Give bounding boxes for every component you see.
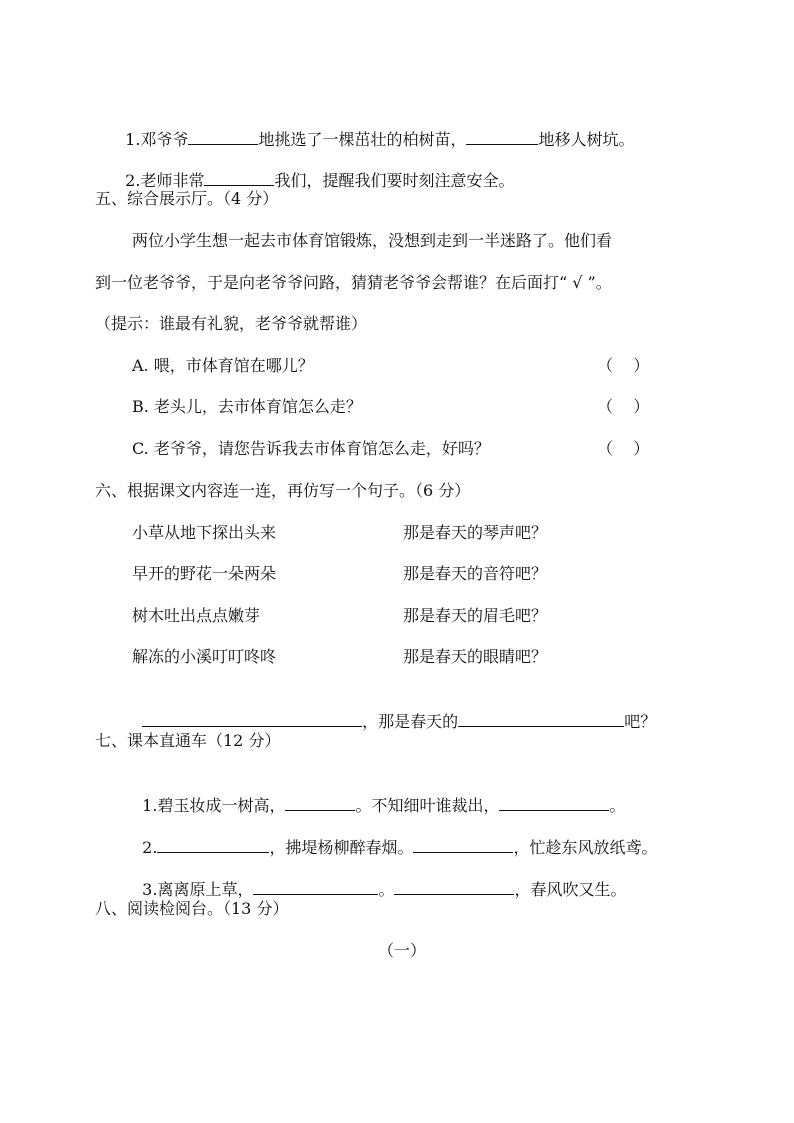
section-8-subheading: （一） xyxy=(378,941,427,960)
answer-blank[interactable] xyxy=(253,878,378,895)
section-8-heading: 八、阅读检阅台。（13 分） xyxy=(95,899,289,918)
q7-1-suffix: 。 xyxy=(609,796,626,815)
option-a: A. 喂，市体育馆在哪儿？ xyxy=(132,356,314,375)
section-5-paragraph-line-2: 到一位老爷爷，于是向老爷爷问路，猜猜老爷爷会帮谁？在后面打“ √ ”。 xyxy=(95,273,612,292)
answer-blank[interactable] xyxy=(157,836,269,853)
answer-blank[interactable] xyxy=(142,710,362,727)
q4-1-mid: 地挑选了一棵茁壮的柏树苗， xyxy=(258,130,467,149)
option-b: B. 老头儿，去市体育馆怎么走？ xyxy=(132,397,362,416)
option-c-answer-box[interactable]: （ ） xyxy=(597,439,650,458)
section-5-heading: 五、综合展示厅。（4 分） xyxy=(95,189,279,208)
answer-blank[interactable] xyxy=(394,878,514,895)
match-right-item[interactable]: 那是春天的眉毛吧？ xyxy=(403,606,548,625)
q7-1-prefix: 1.碧玉妆成一树高， xyxy=(142,796,286,815)
q4-2-prefix: 2.老师非常 xyxy=(125,171,205,190)
question-4-1 xyxy=(115,106,635,149)
section-7-heading: 七、课本直通车（12 分） xyxy=(95,731,281,750)
match-right-item[interactable]: 那是春天的音符吧？ xyxy=(403,564,548,583)
q4-1-prefix: 1.邓爷爷 xyxy=(125,130,189,149)
section-5-hint: （提示：谁最有礼貌，老爷爷就帮谁） xyxy=(95,314,368,333)
answer-blank[interactable] xyxy=(285,794,355,811)
answer-blank[interactable] xyxy=(413,836,513,853)
section-6-heading: 六、根据课文内容连一连，再仿写一个句子。（6 分） xyxy=(95,481,471,500)
answer-blank[interactable] xyxy=(458,710,624,727)
option-a-answer-box[interactable]: （ ） xyxy=(597,356,650,375)
q7-3-prefix: 3.离离原上草， xyxy=(142,880,254,899)
option-b-answer-box[interactable]: （ ） xyxy=(597,397,650,416)
match-right-item[interactable]: 那是春天的琴声吧？ xyxy=(403,523,548,542)
q7-3-suffix: ，春风吹又生。 xyxy=(514,880,627,899)
question-7-1 xyxy=(132,772,626,815)
match-right-item[interactable]: 那是春天的眼睛吧？ xyxy=(403,647,548,666)
q4-1-suffix: 地移人树坑。 xyxy=(538,130,635,149)
q7-2-mid: ，拂堤杨柳醉春烟。 xyxy=(269,838,414,857)
answer-blank[interactable] xyxy=(499,794,609,811)
match-left-item[interactable]: 树木吐出点点嫩芽 xyxy=(132,606,261,625)
q7-1-mid: 。不知细叶谁裁出， xyxy=(355,796,500,815)
option-c: C. 老爷爷，请您告诉我去市体育馆怎么走，好吗？ xyxy=(132,439,490,458)
imitate-mid: ，那是春天的 xyxy=(362,712,459,731)
imitate-suffix: 吧？ xyxy=(624,712,657,731)
match-left-item[interactable]: 小草从地下探出头来 xyxy=(132,523,277,542)
question-7-2 xyxy=(132,814,658,857)
question-4-2 xyxy=(115,147,515,190)
match-left-item[interactable]: 早开的野花一朵两朵 xyxy=(132,564,277,583)
section-5-paragraph-line-1: 两位小学生想一起去市体育馆锻炼，没想到走到一半迷路了。他们看 xyxy=(132,231,613,250)
q4-2-suffix: 我们，提醒我们要时刻注意安全。 xyxy=(274,171,515,190)
question-7-3 xyxy=(132,856,627,899)
q7-2-prefix: 2. xyxy=(142,838,158,857)
answer-blank[interactable] xyxy=(204,169,274,186)
answer-blank[interactable] xyxy=(466,128,538,145)
match-left-item[interactable]: 解冻的小溪叮叮咚咚 xyxy=(132,647,277,666)
q7-2-suffix: ，忙趁东风放纸鸢。 xyxy=(513,838,658,857)
answer-blank[interactable] xyxy=(188,128,258,145)
imitate-sentence xyxy=(132,688,657,731)
q7-3-mid: 。 xyxy=(378,880,395,899)
